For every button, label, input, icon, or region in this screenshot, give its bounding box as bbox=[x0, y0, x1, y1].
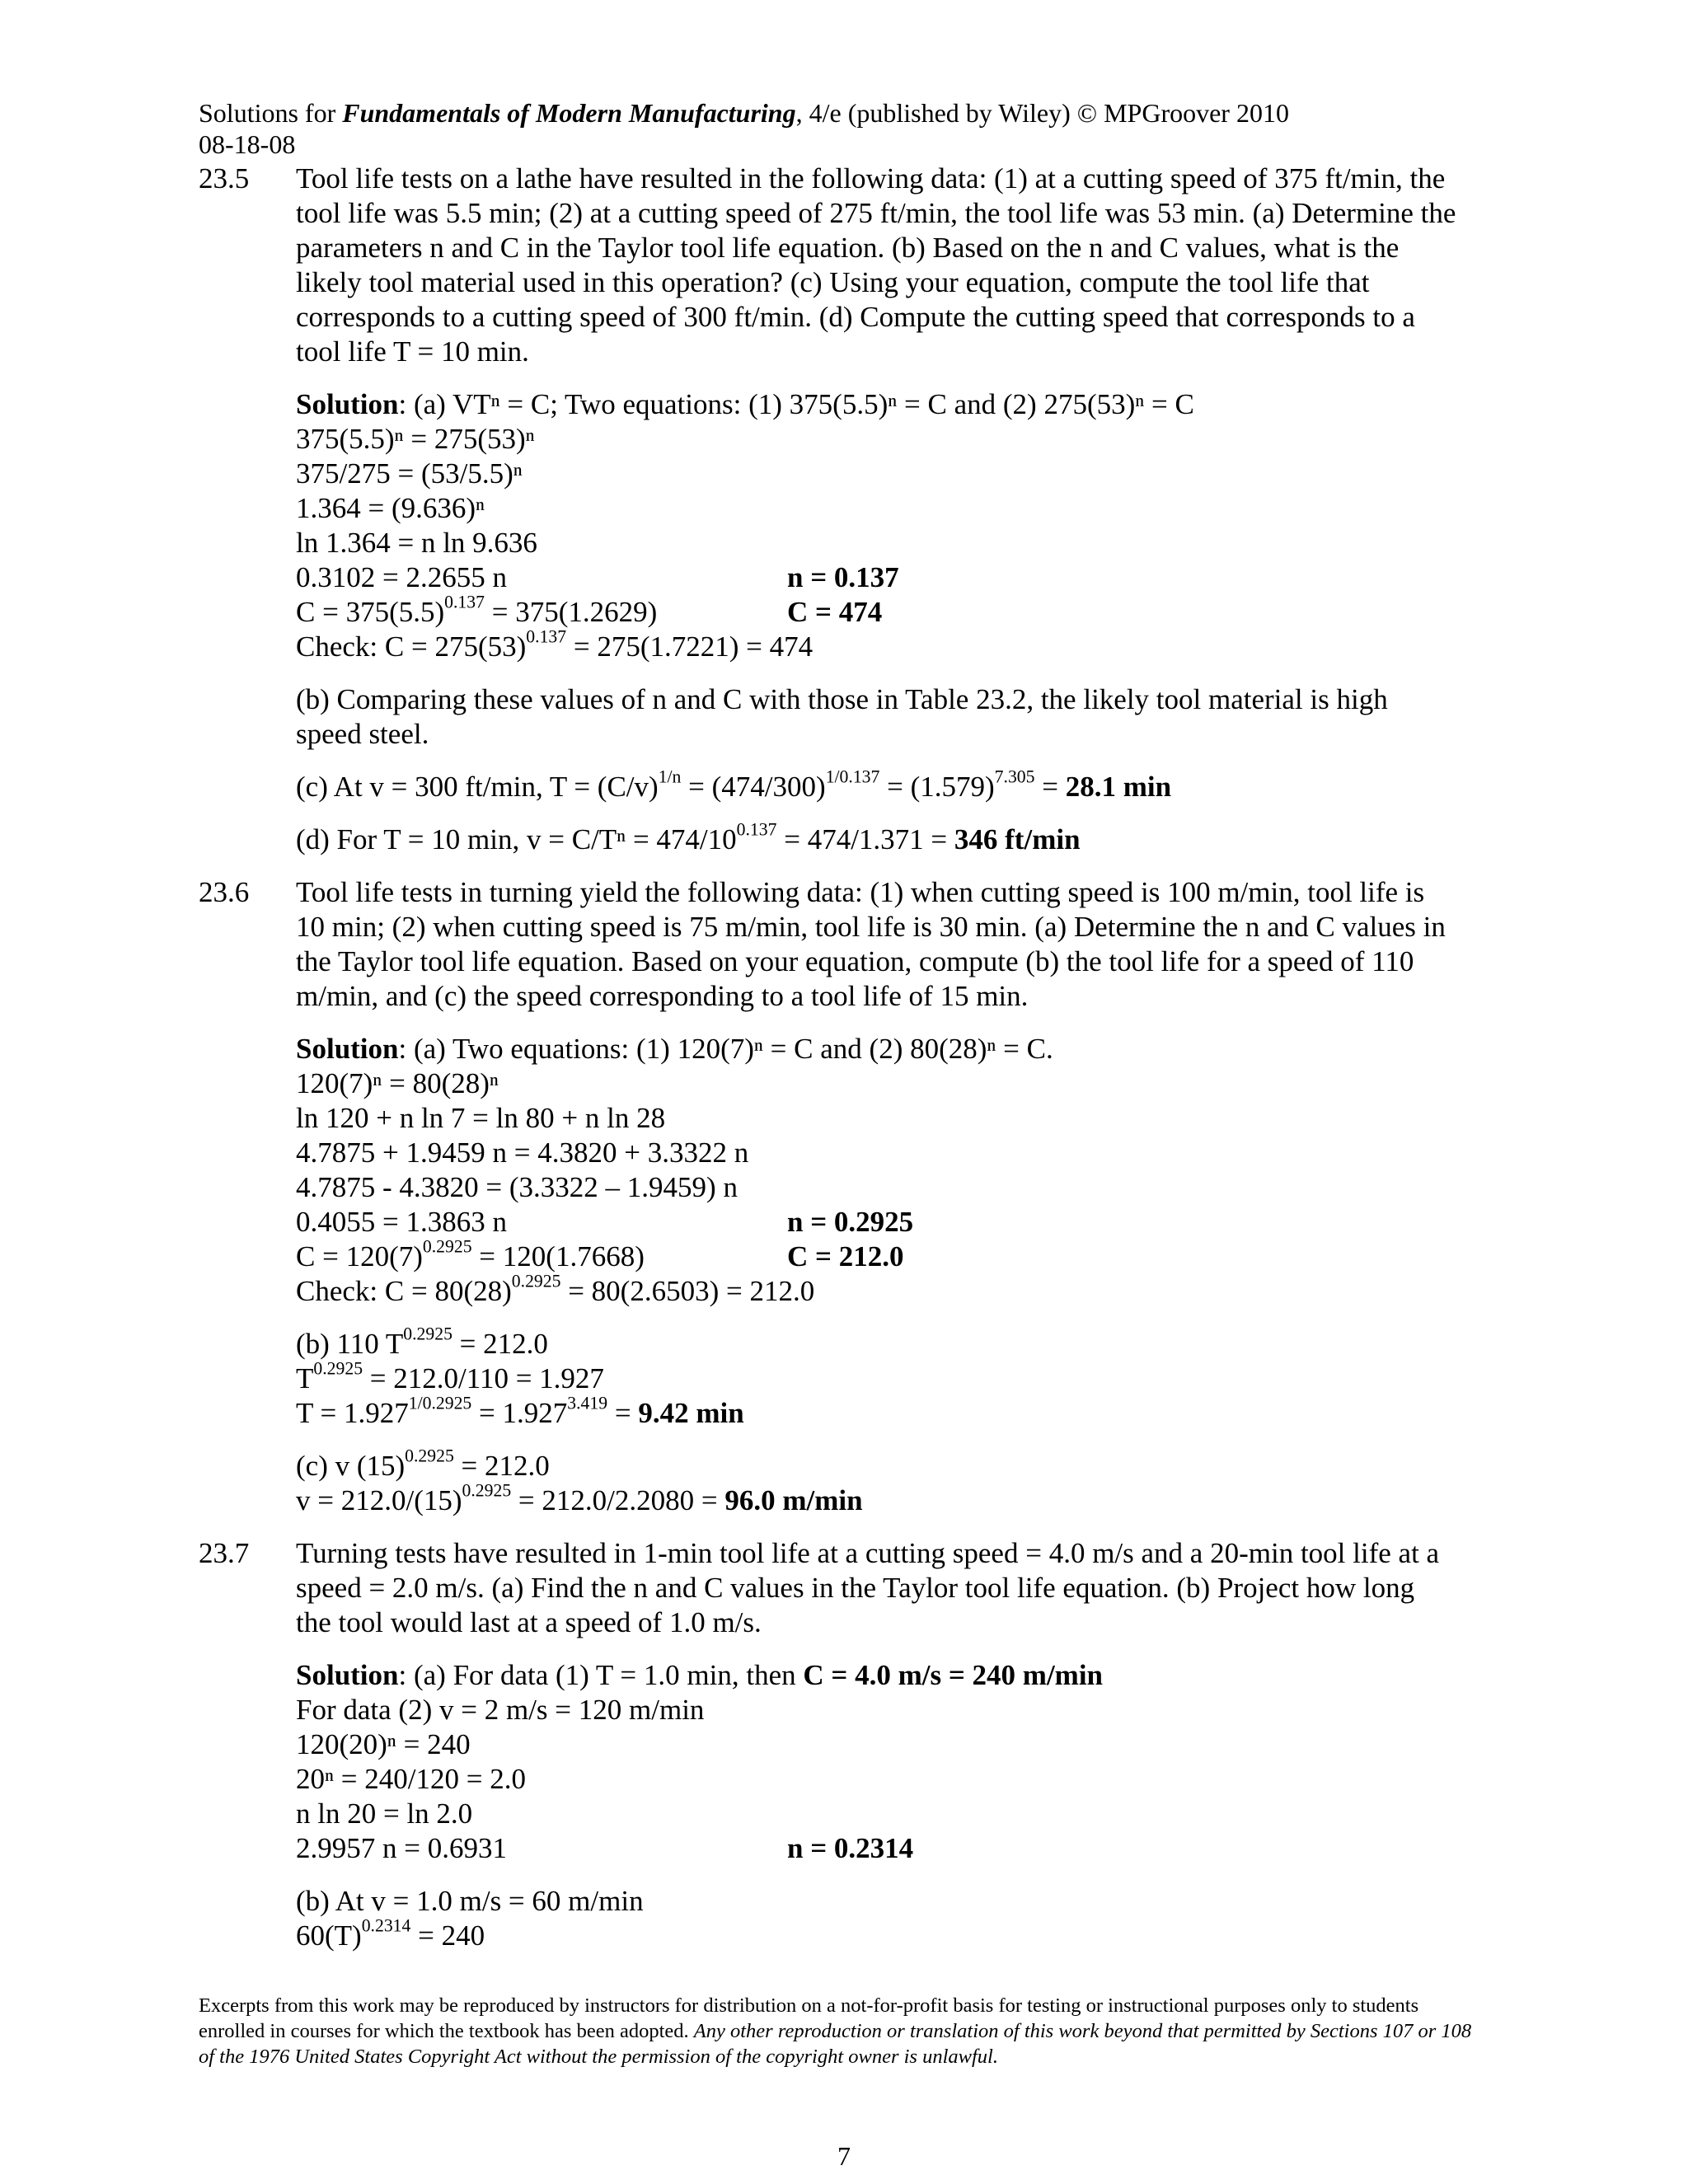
problem-number: 23.5 bbox=[199, 162, 250, 194]
solution-step: 0.3102 = 2.2655 n bbox=[296, 561, 507, 593]
copyright-footer bbox=[199, 1993, 1484, 2069]
solution-step: $C = 375(5.5)^{0.137} = 375(1.2629)$ bbox=[296, 592, 658, 628]
statement-line: tool life was 5.5 min; (2) at a cutting speed of 275 ft/min, the tool life was 53 min. (a) Determine the bbox=[296, 197, 1456, 229]
solution-step: 1.364 = (9.636)ⁿ bbox=[296, 492, 485, 524]
solution-step: ln 1.364 = n ln 9.636 bbox=[296, 527, 537, 559]
statement-line: the tool would last at a speed of 1.0 m/s. bbox=[296, 1606, 762, 1638]
part-b: $60(T)^{0.2314} = 240$ bbox=[296, 1915, 485, 1952]
problem-number: 23.7 bbox=[199, 1537, 250, 1569]
result-c: C = 4.0 m/s = 240 m/min bbox=[803, 1659, 1104, 1691]
solution-label: Solution bbox=[296, 388, 399, 420]
part-c-result: 28.1 min bbox=[1065, 771, 1172, 803]
document-page: Solutions for Fundamentals of Modern Manufacturing, 4/e (published by Wiley) © MPGroover 2010 08-18-08 23.5 Tool life tests on a lathe have resulted in the following data: (1) at a cutting speed of 375 ft/min, the tool life was 5.5 min; (2) at a cutting speed of 275 ft/min, the tool life was 53 min. (a) Determine the parameters n and C in the Taylor tool life equation. (b) Based on the n and C values, what is the likely tool material used in this operation? (c) Using your equation, compute the tool life that corresponds to a cutting speed of 300 ft/min. (d) Compute the cutting speed that corresponds to a tool life T = 10 min. Solution: (a) VTⁿ = C; Two equations: (1) 375(5.5)ⁿ = C and (2) 275(53)ⁿ = C 375(5.5)ⁿ = 275(53)ⁿ 375/275 = (53/5.5)ⁿ 1.364 = (9.636)ⁿ ln 1.364 = n ln 9.636 0.3102 = 2.2655 n n = 0.137 $C = 375(5.5)^{0.137} = 375(1.2629)$ C = 474 Check: $C = 275(53)^{0.137} = 275(1.7221) = 474$ (b) Comparing these values of n and C with those in Table 23.2, the likely tool material is high speed steel. (c) At v = 300 ft/min, $T = (C/v)^{1/n} = (474/300)^{1/0.137} = (1.579)^{7.305} = 28.1$ min (d) For T = 10 min, $v = C/T^n = 474/10^{0.137} = 474/1.371 = 346$ ft/min 23.6 Tool life tests in turning yield the following data: (1) when cutting speed is 100 m/min, tool life is 10 min; (2) when cutting speed is 75 m/min, tool life is 30 min. (a) Determine the n and C values in the Taylor tool life equation. Based on your equation, compute (b) the tool life for a speed of 110 m/min, and (c) the speed corresponding to a tool life of 15 min. Solution: (a) Two equations: (1) 120(7)ⁿ = C and (2) 80(28)ⁿ = C. 120(7)ⁿ = 80(28)ⁿ ln 120 + n ln 7 = ln 80 + n ln 28 4.7875 + 1.9459 n = 4.3820 + 3.3322 n 4.7875 - 4.3820 = (3.3322 – 1.9459) n 0.4055 = 1.3863 n n = 0.2925 $C = 120(7)^{0.2925} = 120(1.7668)$ C = 212.0 Check: $C = 80(28)^{0.2925} = 80(2.6503) = 212.0$ (b) 110 $T^{0.2925} = 212.0$ $T^{0.2925} = 212.0/110 = 1.927$ $T = 1.927^{1/0.2925} = 1.927^{3.419} = 9.42$ min (c) v $(15)^{0.2925} = 212.0$ $v = 212.0/(15)^{0.2925} = 212.0/2.2080 = 96.0$ m/min 23.7 Turning tests have resulted in 1-min tool life at a cutting speed = 4.0 m/s and a 20-min tool life at a speed = 2.0 m/s. (a) Find the n and C values in the Taylor tool life equation. (b) Project how long the tool would last at a speed of 1.0 m/s. Solution: (a) For data (1) T = 1.0 min, then C = 4.0 m/s = 240 m/min For data (2) v = 2 m/s = 120 m/min 120(20)ⁿ = 240 20ⁿ = 240/120 = 2.0 n ln 20 = ln 2.0 2.9957 n = 0.6931 n = 0.2314 (b) At v = 1.0 m/s = 60 m/min $60(T)^{0.2314} = 240$ Excerpts from this work may be reproduced by instructors for distribution on a not-for-profit basis for testing or instructional purposes only to students enrolled in courses for which the textbook has been adopted. Any other reproduction or translation of this work beyond that permitted by Sections 107 or 108 of the 1976 United States Copyright Act without the permission of the copyright owner is unlawful. 7 bbox=[0, 0, 1688, 2184]
solution-step: ln 120 + n ln 7 = ln 80 + n ln 28 bbox=[296, 1102, 666, 1134]
part-c-result: 96.0 m/min bbox=[724, 1484, 863, 1516]
part-c: (c) At v = 300 ft/min, $T = (C/v)^{1/n} = (474/300)^{1/0.137} = (1.579)^{7.305}$ = bbox=[296, 766, 1066, 803]
result-n: n = 0.2314 bbox=[787, 1832, 914, 1864]
part-b-result: 9.42 min bbox=[638, 1397, 744, 1429]
result-n: n = 0.2925 bbox=[787, 1206, 914, 1238]
solution-step: 375(5.5)ⁿ = 275(53)ⁿ bbox=[296, 423, 535, 455]
page-header bbox=[199, 97, 1289, 129]
solution-label: Solution bbox=[296, 1033, 399, 1065]
statement-line: Tool life tests in turning yield the following data: (1) when cutting speed is 100 m/min, tool life is bbox=[296, 876, 1425, 908]
part-b: (b) Comparing these values of n and C with those in Table 23.2, the likely tool material is high bbox=[296, 683, 1388, 715]
solution-step: (a) For data (1) T = 1.0 min, then bbox=[413, 1659, 804, 1691]
part-b: (b) 110 $T^{0.2925} = 212.0$ bbox=[296, 1324, 548, 1360]
statement-line: 10 min; (2) when cutting speed is 75 m/min, tool life is 30 min. (a) Determine the n and C values in bbox=[296, 911, 1446, 943]
statement-line: the Taylor tool life equation. Based on your equation, compute (b) the tool life for a speed of 110 bbox=[296, 945, 1414, 977]
statement-line: Tool life tests on a lathe have resulted in the following data: (1) at a cutting speed of 375 ft/min, the bbox=[296, 162, 1446, 194]
part-d: (d) For T = 10 min, $v = C/T^n = 474/10^{0.137} = 474/1.371$ = bbox=[296, 819, 954, 855]
part-b: speed steel. bbox=[296, 718, 429, 750]
part-c: (c) v $(15)^{0.2925} = 212.0$ bbox=[296, 1446, 550, 1482]
book-title: Fundamentals of Modern Manufacturing bbox=[342, 98, 796, 128]
solution-step: 375/275 = (53/5.5)ⁿ bbox=[296, 457, 523, 490]
header-date: 08-18-08 bbox=[199, 129, 296, 159]
header-suffix: , 4/e (published by Wiley) © MPGroover 2010 bbox=[795, 98, 1289, 128]
footer-text: Excerpts from this work may be reproduced by instructors for distribution on a not-for-profit basis for testing or instructional purposes only to students enrolled in courses for which the textbook has been adopted. bbox=[199, 1994, 1419, 2042]
solution-step: (a) Two equations: (1) 120(7)ⁿ = C and (2) 80(28)ⁿ = C. bbox=[413, 1033, 1053, 1065]
statement-line: parameters n and C in the Taylor tool life equation. (b) Based on the n and C values, what is the bbox=[296, 232, 1400, 264]
solution-step: 2.9957 n = 0.6931 bbox=[296, 1832, 507, 1864]
part-b: $T = 1.927^{1/0.2925} = 1.927^{3.419}$ = bbox=[296, 1393, 639, 1429]
statement-line: likely tool material used in this operation? (c) Using your equation, compute the tool life that bbox=[296, 266, 1370, 298]
solution-step: (a) VTⁿ = C; Two equations: (1) 375(5.5)ⁿ = C and (2) 275(53)ⁿ = C bbox=[413, 388, 1194, 420]
part-c: $v = 212.0/(15)^{0.2925} = 212.0/2.2080$ = bbox=[296, 1480, 725, 1516]
solution-step: 120(7)ⁿ = 80(28)ⁿ bbox=[296, 1067, 499, 1099]
statement-line: Turning tests have resulted in 1-min tool life at a cutting speed = 4.0 m/s and a 20-min tool life at a bbox=[296, 1537, 1440, 1569]
solution-step: Check: $C = 275(53)^{0.137} = 275(1.7221) = 474$ bbox=[296, 626, 814, 663]
part-b: $T^{0.2925} = 212.0/110 = 1.927$ bbox=[296, 1358, 604, 1394]
solution-step: n ln 20 = ln 2.0 bbox=[296, 1797, 473, 1830]
result-c: C = 212.0 bbox=[787, 1240, 904, 1272]
statement-line: tool life T = 10 min. bbox=[296, 335, 529, 368]
result-c: C = 474 bbox=[787, 596, 883, 628]
solution-step: 120(20)ⁿ = 240 bbox=[296, 1728, 471, 1760]
part-d-result: 346 ft/min bbox=[954, 823, 1081, 855]
statement-line: speed = 2.0 m/s. (a) Find the n and C values in the Taylor tool life equation. (b) Project how long bbox=[296, 1572, 1415, 1604]
solution-step: 4.7875 + 1.9459 n = 4.3820 + 3.3322 n bbox=[296, 1137, 749, 1169]
solution-step: For data (2) v = 2 m/s = 120 m/min bbox=[296, 1694, 705, 1726]
page-number: 7 bbox=[837, 2141, 851, 2171]
solution-step: $C = 120(7)^{0.2925} = 120(1.7668)$ bbox=[296, 1236, 645, 1272]
solution-step: Check: $C = 80(28)^{0.2925} = 80(2.6503) = 212.0$ bbox=[296, 1271, 815, 1307]
result-n: n = 0.137 bbox=[787, 561, 899, 593]
header-prefix: Solutions for bbox=[199, 98, 336, 128]
footer-italic-text: Any other reproduction or translation of this work beyond that permitted by Sections 107 or 108 of the 1976 United States Copyright Act without the permission of the copyright owner is unlawful. bbox=[199, 2020, 1472, 2068]
problem-number: 23.6 bbox=[199, 876, 250, 908]
solution-step: 20ⁿ = 240/120 = 2.0 bbox=[296, 1763, 526, 1795]
solution-step: 0.4055 = 1.3863 n bbox=[296, 1206, 507, 1238]
part-b: (b) At v = 1.0 m/s = 60 m/min bbox=[296, 1885, 644, 1917]
solution-label: Solution bbox=[296, 1659, 399, 1691]
solution-step: 4.7875 - 4.3820 = (3.3322 – 1.9459) n bbox=[296, 1171, 738, 1203]
statement-line: m/min, and (c) the speed corresponding to a tool life of 15 min. bbox=[296, 980, 1029, 1012]
statement-line: corresponds to a cutting speed of 300 ft/min. (d) Compute the cutting speed that corresponds to a bbox=[296, 301, 1415, 333]
